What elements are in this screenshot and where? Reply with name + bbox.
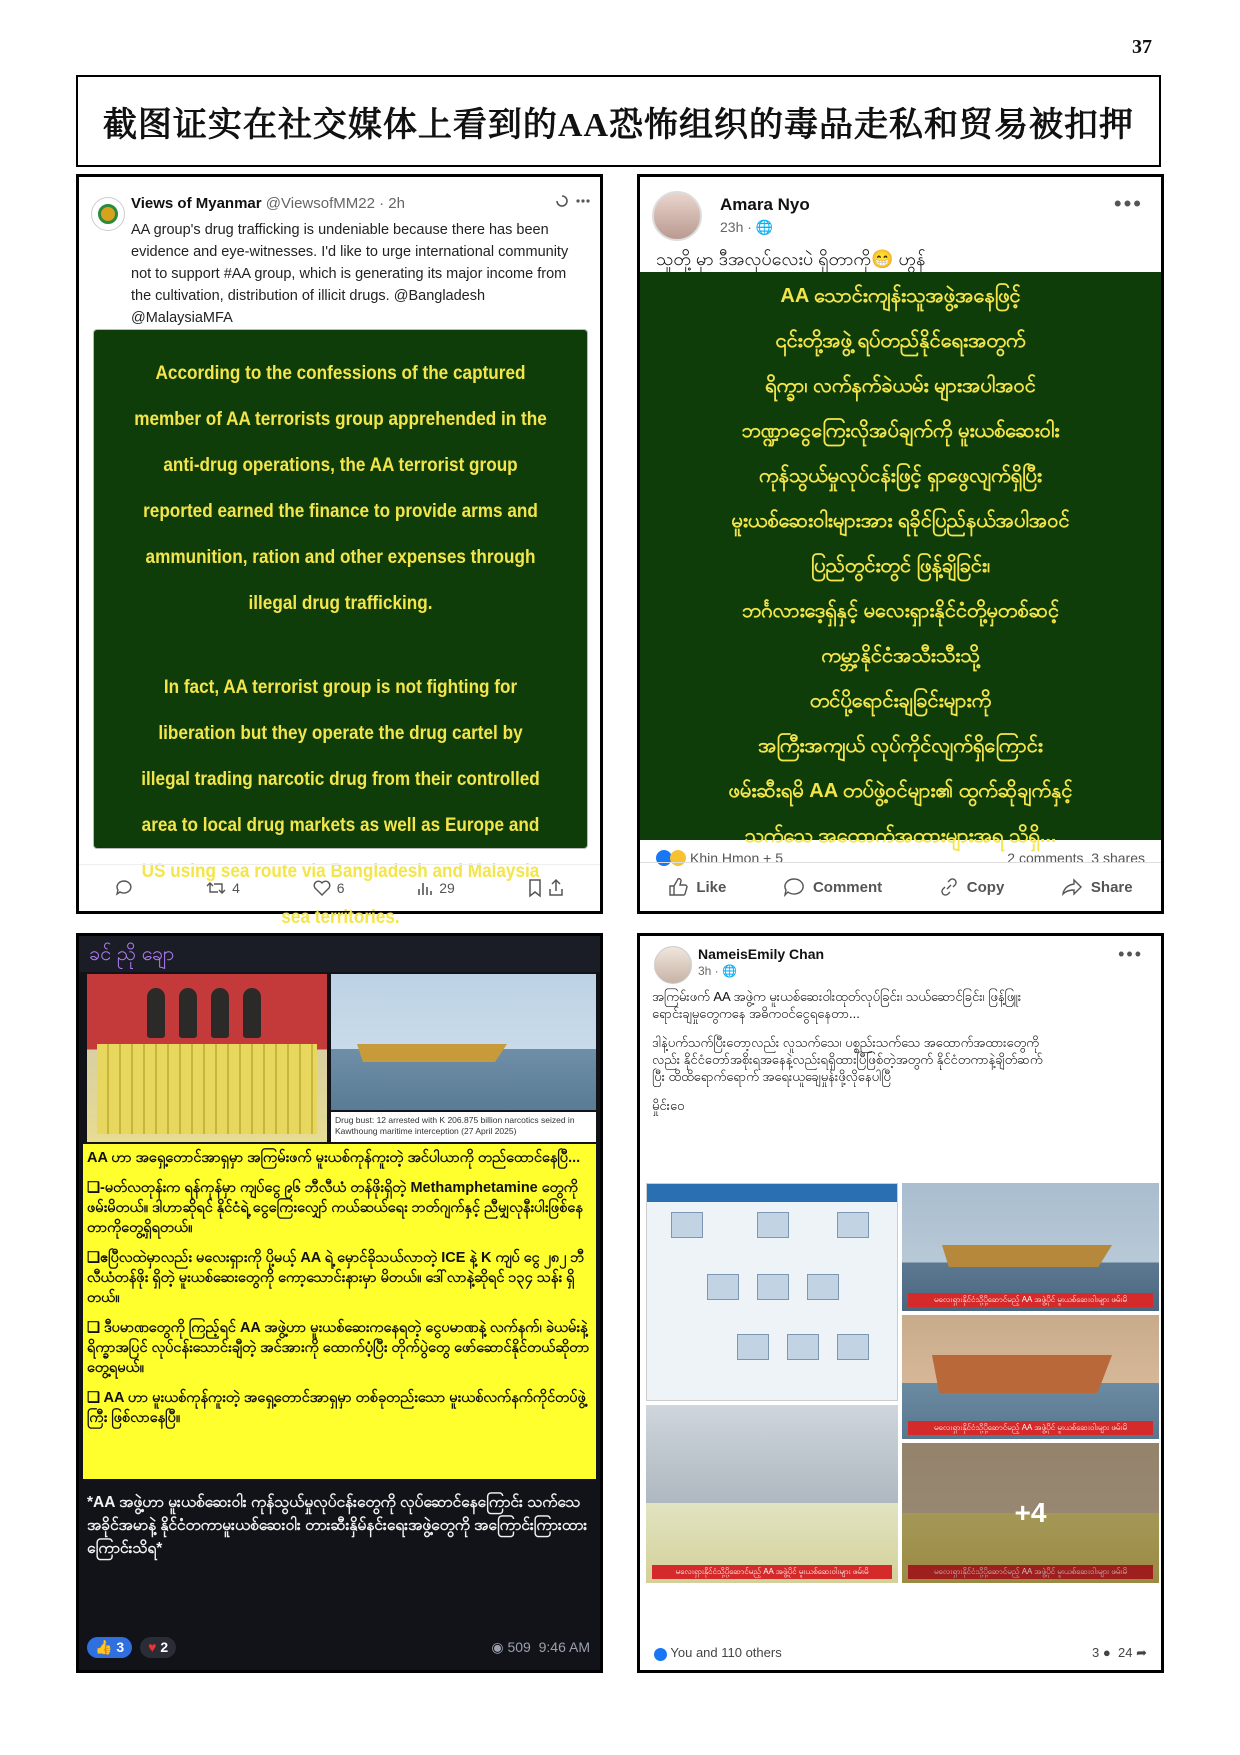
- cargo-photo[interactable]: [646, 1405, 898, 1583]
- chart-box: [707, 1274, 739, 1300]
- chart-box: [807, 1274, 839, 1300]
- reactions-summary[interactable]: [654, 1645, 782, 1660]
- message-time: 9:46 AM: [538, 1638, 590, 1655]
- photo-grid: [646, 1183, 1159, 1586]
- post-paragraph: ဒါနဲ့ပက်သက်ပြီးတော့လည်း လူသက်သေ၊ ပစ္စည်းသက်သေ အထောက်အထားတွေကိုလည်း နိုင်ငံတော်အစိုးရအနေနဲ့လည်းရရှိထားပြီဖြစ်တဲ့အတွက် နိုင်ငံတကာနဲ့ချိတ်ဆက်ပြီး ထိထိရောက်ရောက် အရေးယူချေမှုန်းဖို့လိုနေပါပြီ: [652, 1035, 1043, 1084]
- share-icon: ➦: [1136, 1645, 1147, 1660]
- chart-box: [837, 1334, 869, 1360]
- author-name[interactable]: Views of Myanmar: [131, 195, 262, 212]
- card-line: ပြည်တွင်းတွင် ဖြန့်ချိခြင်း၊: [810, 555, 991, 577]
- ship-photo[interactable]: [331, 974, 596, 1110]
- yellow-paragraph: ❑-မတ်လတုန်းက ရန်ကုန်မှာ ကျပ်ငွေ ၉၆ ဘီလီယံ တန်ဖိုးရှိတဲ့ Methamphetamine တွေကို ဖမ်းမိတယ်။ ဒါဟာဆိုရင် နိုင်ငံရဲ့ ငွေကြေးလျှော် ကယ်ဆယ်ရေး ဘတ်ဂျက်နှင့် ညီမျှလုနီးပါးဖြစ်နေတာကိုတွေ့ရှိရတယ်။: [87, 1180, 583, 1236]
- thumbs-up-icon: [668, 878, 688, 896]
- card-paragraph-1: According to the confessions of the captured member of AA terrorists group apprehended in the anti-drug operations, the AA terrorist group reported earned the finance to provide arms and ammunition, ration and other expenses through illegal drug trafficking.: [134, 362, 547, 614]
- card-paragraph-2: In fact, AA terrorist group is not fighting for liberation but they operate the drug cartel by illegal trading narcotic drug from their controlled area to local drug markets as well as Europe and US using sea route via Bangladesh and Malaysia sea territories.: [141, 676, 540, 928]
- person: [243, 988, 261, 1038]
- globe-icon: 🌐: [722, 964, 737, 978]
- page-title: 截图证实在社交媒体上看到的AA恐怖组织的毒品走私和贸易被扣押: [102, 106, 1135, 144]
- card-line: ဘဏ္ဍာငွေကြေးလိုအပ်ချက်ကို မူးယစ်ဆေးဝါး: [741, 420, 1060, 442]
- card-line: ကမ္ဘာ့နိုင်ငံအသီးသီးသို့: [821, 645, 980, 667]
- more-photos-count[interactable]: +4: [902, 1443, 1159, 1583]
- photo-label: မလေးရှားနိုင်ငံသို့ပို့ဆောင်မည့် AA အဖွဲ့ပိုင် မူးယစ်ဆေးဝါးများ ဖမ်းမိ: [908, 1293, 1153, 1307]
- comment-icon: ●: [1102, 1645, 1111, 1660]
- card-line: ကုန်သွယ်မှုလုပ်ငန်းဖြင့် ရှာဖွေလျက်ရှိပြီး: [758, 465, 1043, 487]
- ship-photo[interactable]: [902, 1183, 1159, 1311]
- reactions-text: You and 110 others: [670, 1645, 782, 1661]
- comment-count[interactable]: 3: [1092, 1645, 1100, 1660]
- views-button[interactable]: [417, 880, 455, 896]
- author-name[interactable]: Amara Nyo: [720, 195, 810, 214]
- card-line: ၎င်းတို့အဖွဲ့ ရပ်တည်နိုင်ရေးအတွက်: [775, 330, 1026, 352]
- retweet-count: 4: [232, 880, 240, 896]
- like-label: Like: [696, 878, 727, 896]
- reply-icon: [115, 879, 133, 897]
- card-line: ရိက္ခာ၊ လက်နက်ခဲယမ်း များအပါအဝင်: [765, 375, 1036, 397]
- yellow-paragraph: ❑ ဒီပမာဏတွေကို ကြည့်ရင် AA အဖွဲ့ဟာ မူးယစ်ဆေးကနေရတဲ့ ငွေပမာဏနဲ့ လက်နက်၊ ခဲယမ်းနဲ့ ရိက္ခာအပြင် လုပ်ငန်းသောင်းချီတဲ့ အင်အားကို ထောက်ပံ့ပြီး တိုက်ပွဲတွေ ဖော်ဆောင်နိုင်တယ်ဆိုတာ တွေ့ရမယ်။: [87, 1320, 590, 1376]
- chart-box: [737, 1334, 769, 1360]
- tweet-actions: [79, 864, 600, 911]
- yellow-paragraph: ❑ AA ဟာ မူးယစ်ကုန်ကူးတဲ့ အရှေ့တောင်အာရှမှာ တစ်ခုတည်းသော မူးယစ်လက်နက်ကိုင်တပ်ဖွဲ့ကြီး ဖြစ်လာနေပြီ။: [87, 1390, 586, 1426]
- card-line: တင်ပို့ရောင်းချခြင်းများကို: [809, 690, 992, 712]
- myanmar-emblem-icon: [98, 204, 118, 224]
- reactions: [87, 1637, 176, 1658]
- post-text: [652, 988, 1052, 1126]
- arrest-photo[interactable]: [87, 974, 327, 1142]
- comment-icon: [783, 877, 805, 897]
- post-time-text: 23h ·: [720, 219, 756, 235]
- chart-box: [757, 1274, 789, 1300]
- post-actions: [640, 862, 1161, 911]
- post-time: [698, 964, 737, 978]
- ship: [942, 1245, 1112, 1267]
- card-line: မူးယစ်ဆေးဝါးများအား ရခိုင်ပြည်နယ်အပါအဝင်: [731, 510, 1070, 532]
- share-label: Share: [1090, 878, 1133, 896]
- post-stats: [654, 1642, 1147, 1664]
- tweet-author[interactable]: [131, 195, 405, 212]
- globe-icon: 🌐: [755, 219, 774, 235]
- share-count[interactable]: 3 shares: [1091, 850, 1145, 866]
- arrest-photo[interactable]: [902, 1443, 1159, 1583]
- post-paragraph: မှိုင်းဝေ: [652, 1098, 685, 1113]
- copy-label: Copy: [966, 878, 1005, 896]
- comments-shares: [1092, 1645, 1147, 1661]
- tweet-text: AA group's drug trafficking is undeniable because there has been evidence and eye-witnesses. I'd like to urge international community not to support #AA group, which is generating its major income from the cultivation, distribution of illicit drugs. @Bangladesh @MalaysiaMFA: [131, 222, 569, 326]
- yellow-paragraph: ❑ဧပြီလထဲမှာလည်း မလေးရှားကို ပို့မယ့် AA ရဲ့ မှောင်ခိုသယ်လာတဲ့ ICE နဲ့ K ကျပ် ငွေ ၂၈၂ ဘီလီယံတန်ဖိုး ရှိတဲ့ မူးယစ်ဆေးတွေကို ကော့သောင်းနားမှာ မိတယ်။ ဒေါ်လာနဲ့ဆိုရင် ၁၃၄ သန်း ရှိတယ်။: [87, 1250, 585, 1306]
- facebook-post-2-screenshot: [637, 933, 1164, 1673]
- seized-drug-bags: [97, 1044, 317, 1134]
- heart-reaction[interactable]: [140, 1637, 176, 1658]
- photo-caption: Drug bust: 12 arrested with K 206.875 billion narcotics seized in Kawthoung maritime interception (27 April 2025): [331, 1112, 596, 1142]
- share-count[interactable]: 24: [1118, 1645, 1133, 1660]
- message-meta: [491, 1639, 590, 1656]
- photo-label: မလေးရှားနိုင်ငံသို့ပို့ဆောင်မည့် AA အဖွဲ့ပိုင် မူးယစ်ဆေးဝါးများ ဖမ်းမိ: [652, 1565, 892, 1579]
- page-title-box: [76, 75, 1161, 167]
- facebook-post-screenshot: [637, 174, 1164, 914]
- thumbs-up-count: 3: [116, 1638, 125, 1655]
- tweet-header: [79, 177, 600, 326]
- twitter-post-screenshot: [76, 174, 603, 928]
- retweet-icon: [206, 880, 226, 896]
- avatar[interactable]: [652, 191, 702, 241]
- views-icon: [417, 880, 433, 896]
- comment-label: Comment: [812, 878, 883, 896]
- share-button[interactable]: [1061, 878, 1133, 896]
- message-text: *AA အဖွဲ့ဟာ မူးယစ်ဆေးဝါး ကုန်သွယ်မှုလုပ်ငန်းတွေကို လုပ်ဆောင်နေကြောင်း သက်သေအခိုင်အမာနဲ့ နိုင်ငံတကာမူးယစ်ဆေးဝါး တားဆီးနှိမ်နင်းရေးအဖွဲ့တွေကို အကြောင်းကြားထားကြောင်းသိရ*: [87, 1494, 588, 1557]
- reply-button[interactable]: [115, 879, 133, 897]
- like-button[interactable]: [313, 880, 345, 896]
- person: [211, 988, 229, 1038]
- link-icon: [939, 877, 959, 897]
- thumbs-up-reaction[interactable]: 👍 3: [87, 1637, 132, 1658]
- reactions-text: Khin Hmon + 5: [690, 850, 783, 866]
- card-line: ဘင်္ဂလားဒေ့ရှ်နှင့် မလေးရှားနိုင်ငံတို့မှတစ်ဆင့်: [741, 600, 1060, 622]
- share-icon[interactable]: [548, 879, 564, 897]
- page-number: 37: [1132, 36, 1152, 58]
- post-image-card[interactable]: [640, 272, 1161, 847]
- heart-count: 2: [160, 1638, 169, 1655]
- like-reaction-icon: [654, 1648, 667, 1661]
- more-options-icon[interactable]: •••: [1118, 944, 1143, 964]
- channel-name[interactable]: ခင် ညို ချော: [79, 936, 600, 972]
- post-caption: သူတို့ မှာ ဒီအလုပ်လေးပဲ ရှိတာကို😁 ဟွန်: [656, 249, 926, 269]
- like-button[interactable]: [668, 878, 726, 896]
- avatar[interactable]: [654, 946, 692, 984]
- views-count: 29: [439, 880, 455, 896]
- ship: [357, 1044, 507, 1062]
- retweet-button[interactable]: [206, 880, 240, 896]
- card-line: AA သောင်းကျန်းသူအဖွဲ့အနေဖြင့်: [780, 285, 1021, 307]
- boat: [932, 1355, 1112, 1393]
- arrested-people: [147, 988, 261, 1038]
- person: [179, 988, 197, 1038]
- eye-icon: ◉: [491, 1638, 504, 1655]
- chart-box: [837, 1212, 869, 1238]
- more-options-icon[interactable]: •••: [1113, 191, 1143, 216]
- like-count: 6: [336, 880, 345, 896]
- telegram-post-screenshot: [76, 933, 603, 1673]
- chart-box: [787, 1334, 819, 1360]
- yellow-text-card[interactable]: [83, 1144, 596, 1479]
- fishing-boat-photo[interactable]: [902, 1315, 1159, 1439]
- heart-icon: [313, 880, 331, 896]
- post-time: [720, 219, 773, 236]
- chart-header: [647, 1184, 897, 1202]
- card-line: အကြီးအကျယ် လုပ်ကိုင်လျက်ရှိကြောင်း: [758, 735, 1043, 757]
- yellow-paragraph: AA ဟာ အရှေ့တောင်အာရှမှာ အကြမ်းဖက် မူးယစ်ကုန်ကူးတဲ့ အင်ပါယာကို တည်ထောင်နေပြီ...: [87, 1150, 581, 1166]
- person: [147, 988, 165, 1038]
- view-count: 509: [507, 1638, 531, 1655]
- chart-box: [757, 1212, 789, 1238]
- card-line: ဖမ်းဆီးရမိ AA တပ်ဖွဲ့ဝင်များ၏ ထွက်ဆိုချက်နှင့်: [728, 780, 1073, 802]
- bookmark-icon: [528, 879, 542, 897]
- message-footer: [87, 1634, 590, 1660]
- post-paragraph: အကြမ်းဖက် AA အဖွဲ့က မူးယစ်ဆေးဝါးထုတ်လုပ်ခြင်း၊ သယ်ဆောင်ခြင်း၊ ဖြန့်ဖြူးရောင်းချမှုတွေကနေ အဓိကဝင်ငွေရနေတာ...: [652, 989, 1022, 1021]
- photo-label: မလေးရှားနိုင်ငံသို့ပို့ဆောင်မည့် AA အဖွဲ့ပိုင် မူးယစ်ဆေးဝါးများ ဖမ်းမိ: [908, 1421, 1153, 1435]
- photo-label: မလေးရှားနိုင်ငံသို့ပို့ဆောင်မည့် AA အဖွဲ့ပိုင် မူးယစ်ဆေးဝါးများ ဖမ်းမိ: [908, 1565, 1153, 1579]
- chart-box: [671, 1212, 703, 1238]
- share-icon: [1061, 878, 1083, 896]
- org-chart-photo[interactable]: [646, 1183, 898, 1401]
- more-options-icon[interactable]: [554, 193, 590, 213]
- card-line: သက်သေ အထောက်အထားများအရ သိရှိ...: [744, 825, 1057, 847]
- comment-count[interactable]: 2 comments: [1007, 850, 1084, 866]
- author-name[interactable]: NameisEmily Chan: [698, 946, 825, 962]
- avatar[interactable]: [91, 197, 125, 231]
- post-time-text: 3h ·: [698, 964, 723, 978]
- author-handle: @ViewsofMM22 · 2h: [265, 195, 405, 212]
- comment-button[interactable]: [783, 877, 882, 897]
- bookmark-button[interactable]: [528, 879, 564, 897]
- copy-button[interactable]: [939, 877, 1005, 897]
- heart-icon: ♥: [148, 1638, 157, 1655]
